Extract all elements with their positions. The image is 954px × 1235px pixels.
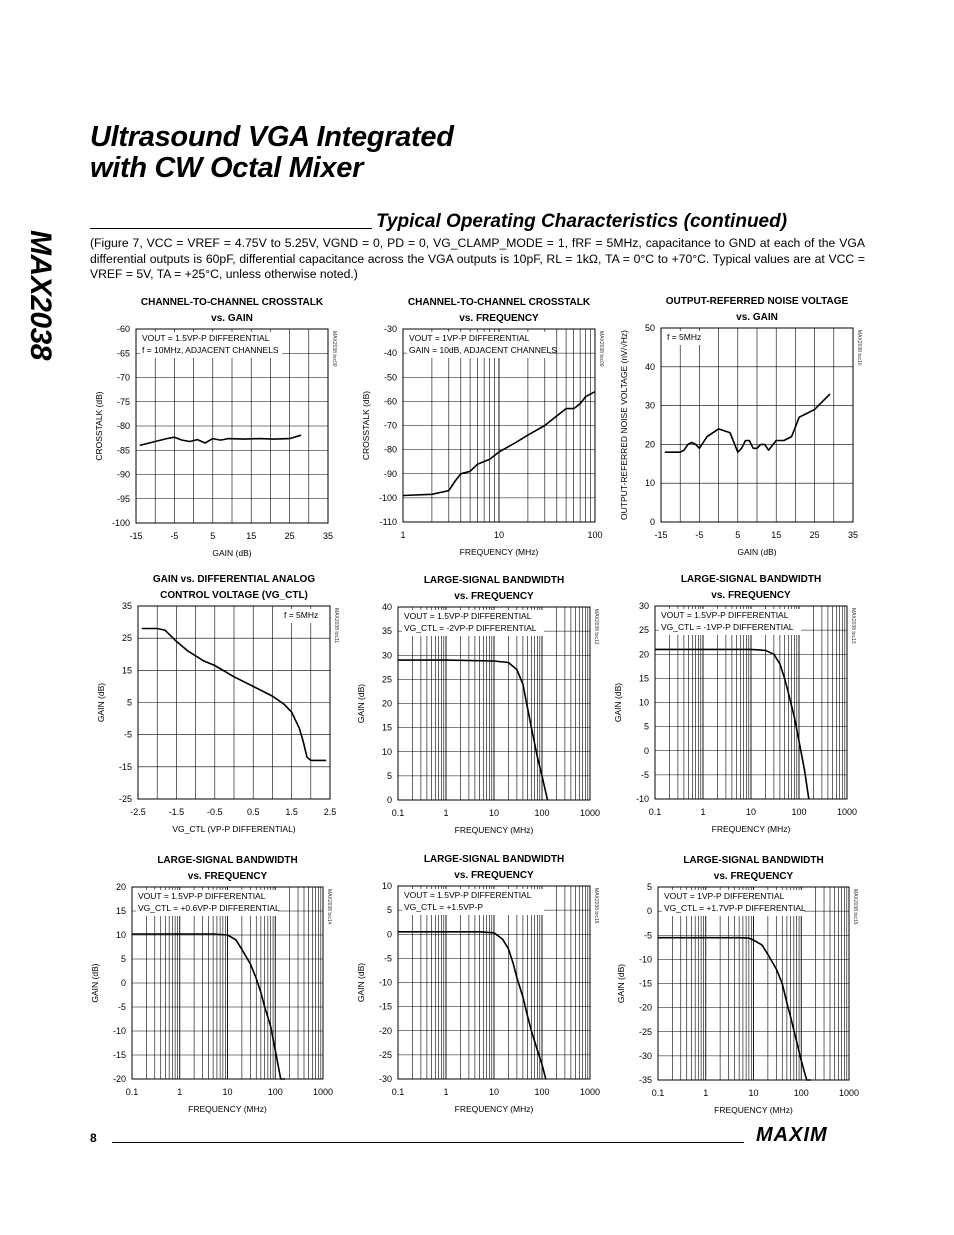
y-axis-label: GAIN (dB) xyxy=(96,682,106,723)
x-tick-label: 1000 xyxy=(312,1087,334,1097)
x-tick-label: 100 xyxy=(267,1087,283,1097)
figure-id: MAX2038 toc16 xyxy=(852,889,858,925)
x-axis-label: FREQUENCY (MHz) xyxy=(714,1105,793,1115)
x-tick-label: 10 xyxy=(488,1087,500,1097)
y-tick-label: 35 xyxy=(121,601,132,611)
y-tick-label: 10 xyxy=(115,930,126,940)
y-tick-label: -95 xyxy=(116,493,130,504)
y-tick-label: -15 xyxy=(638,978,652,989)
y-axis-label: GAIN (dB) xyxy=(356,962,366,1003)
x-tick-label: 1000 xyxy=(838,1088,860,1098)
x-tick-label: 0.5 xyxy=(246,807,260,817)
y-tick-label: 15 xyxy=(115,906,126,916)
x-tick-label: 1 xyxy=(443,808,449,818)
y-tick-label: 5 xyxy=(643,721,649,732)
series-line xyxy=(140,435,301,445)
x-tick-label: 1 xyxy=(703,1088,709,1098)
y-tick-label: -10 xyxy=(635,794,649,804)
x-axis-label: FREQUENCY (MHz) xyxy=(454,1104,534,1114)
chart-title-line: vs. FREQUENCY xyxy=(711,590,791,601)
chart-title-line: CHANNEL-TO-CHANNEL CROSSTALK xyxy=(140,297,324,308)
series-line xyxy=(665,394,830,452)
x-tick-label: 1000 xyxy=(836,807,858,817)
series-line xyxy=(398,660,548,800)
y-tick-label: 25 xyxy=(638,625,649,636)
y-tick-label: -35 xyxy=(638,1075,652,1085)
annotation-line: VG_CTL = +1.5VP-P xyxy=(404,902,484,912)
y-tick-label: -70 xyxy=(116,372,130,383)
y-tick-label: -50 xyxy=(383,372,397,383)
y-tick-label: 0 xyxy=(649,517,655,527)
chart-title-line: LARGE-SIGNAL BANDWIDTH xyxy=(157,855,298,866)
chart-title-line: vs. GAIN xyxy=(211,313,253,324)
x-tick-label: -2.5 xyxy=(130,807,146,817)
chart-title-line: CHANNEL-TO-CHANNEL CROSSTALK xyxy=(407,297,591,308)
part-number-vertical: MAX2038 xyxy=(24,230,57,360)
y-tick-label: -15 xyxy=(378,1001,392,1012)
x-tick-label: 1000 xyxy=(579,1087,601,1097)
y-tick-label: -100 xyxy=(378,492,397,503)
x-tick-label: 1 xyxy=(700,807,706,817)
annotation-line: f = 5MHz xyxy=(667,332,702,342)
y-tick-label: 5 xyxy=(120,954,126,964)
x-tick-label: 5 xyxy=(210,531,216,541)
x-tick-label: -15 xyxy=(654,530,668,540)
footer-rule xyxy=(112,1142,744,1143)
chart-title-line: vs. FREQUENCY xyxy=(454,591,534,602)
x-tick-label: 35 xyxy=(847,530,859,540)
y-tick-label: -10 xyxy=(112,1026,126,1036)
series-line xyxy=(398,932,546,1079)
annotation-line: VOUT = 1.5VP-P DIFFERENTIAL xyxy=(138,891,266,901)
chart-5 xyxy=(356,575,600,835)
annotation-line: VOUT = 1VP-P DIFFERENTIAL xyxy=(409,333,530,343)
x-axis-label: GAIN (dB) xyxy=(212,548,252,558)
chart-title-line: LARGE-SIGNAL BANDWIDTH xyxy=(423,854,565,865)
y-tick-label: -10 xyxy=(638,954,652,965)
x-tick-label: -15 xyxy=(129,531,143,541)
x-tick-label: 0.1 xyxy=(391,808,405,818)
y-tick-label: 5 xyxy=(386,905,392,916)
x-tick-label: 100 xyxy=(587,530,603,540)
annotation-line: VG_CTL = -2VP-P DIFFERENTIAL xyxy=(404,623,537,633)
y-tick-label: -110 xyxy=(379,517,397,527)
chart-8 xyxy=(356,854,600,1114)
x-tick-label: 1000 xyxy=(579,808,601,818)
y-tick-label: -5 xyxy=(123,729,132,740)
x-tick-label: 5 xyxy=(735,530,741,540)
x-axis-label: FREQUENCY (MHz) xyxy=(711,824,791,834)
y-tick-label: 20 xyxy=(644,439,655,450)
chart-title-line: LARGE-SIGNAL BANDWIDTH xyxy=(680,574,822,585)
annotation-line: GAIN = 10dB, ADJACENT CHANNELS xyxy=(409,345,557,355)
y-tick-label: 20 xyxy=(115,882,126,892)
y-tick-label: 40 xyxy=(644,361,655,372)
y-tick-label: 25 xyxy=(381,674,392,685)
test-conditions: (Figure 7, VCC = VREF = 4.75V to 5.25V, VGND = 0, PD = 0, VG_CLAMP_MODE = 1, fRF = 5MHz, capacitance to GND at each of the VGA differential outputs is 60pF, differential capacitance across the VGA outputs is 10pF, RL = 1kΩ, TA = 0°C to +70°C. Typical values are at VCC = VREF = 5V, TA = +25°C, unless otherwise noted.) xyxy=(90,236,865,281)
x-tick-label: 0.1 xyxy=(651,1088,665,1098)
y-tick-label: 40 xyxy=(381,602,392,612)
y-tick-label: -5 xyxy=(643,930,652,941)
figure-id: MAX2038 toc09 xyxy=(598,331,604,367)
chart-3 xyxy=(619,296,862,557)
y-tick-label: 0 xyxy=(386,795,392,805)
x-tick-label: 15 xyxy=(246,531,257,541)
annotation-line: VG_CTL = +0.6VP-P DIFFERENTIAL xyxy=(138,903,280,913)
annotation-line: VOUT = 1VP-P DIFFERENTIAL xyxy=(664,891,785,901)
chart-9 xyxy=(616,855,859,1115)
x-tick-label: 10 xyxy=(745,807,757,817)
x-tick-label: -5 xyxy=(695,530,704,540)
chart-title-line: OUTPUT-REFERRED NOISE VOLTAGE xyxy=(665,296,849,307)
y-tick-label: -90 xyxy=(383,468,397,479)
x-tick-label: 0.1 xyxy=(391,1087,405,1097)
chart-1 xyxy=(94,297,337,558)
x-tick-label: 1 xyxy=(400,530,406,540)
y-tick-label: -70 xyxy=(383,420,397,431)
x-tick-label: 15 xyxy=(771,530,782,540)
figure-id: MAX2038 toc14 xyxy=(326,889,332,925)
y-tick-label: -25 xyxy=(118,794,132,804)
title-line-1: Ultrasound VGA Integrated xyxy=(90,121,454,153)
y-axis-label: GAIN (dB) xyxy=(616,963,626,1004)
section-title: Typical Operating Characteristics (continued) xyxy=(376,211,788,232)
y-tick-label: -75 xyxy=(116,396,130,407)
y-axis-label: GAIN (dB) xyxy=(90,963,100,1003)
y-tick-label: -65 xyxy=(116,348,130,359)
x-tick-label: 10 xyxy=(222,1087,233,1097)
y-tick-label: 0 xyxy=(643,745,649,756)
page-number: 8 xyxy=(90,1131,97,1145)
y-tick-label: 20 xyxy=(638,649,649,660)
x-tick-label: 1.5 xyxy=(285,807,298,817)
y-tick-label: -20 xyxy=(378,1025,392,1036)
chart-title-line: LARGE-SIGNAL BANDWIDTH xyxy=(423,575,565,586)
x-tick-label: 35 xyxy=(322,531,334,541)
x-axis-label: VG_CTL (VP-P DIFFERENTIAL) xyxy=(172,824,296,834)
x-tick-label: 2.5 xyxy=(323,807,337,817)
x-tick-label: 10 xyxy=(748,1088,759,1098)
x-tick-label: 100 xyxy=(534,1087,550,1097)
y-tick-label: -10 xyxy=(378,977,392,988)
annotation-line: VOUT = 1.5VP-P DIFFERENTIAL xyxy=(142,333,270,343)
y-axis-label: CROSSTALK (dB) xyxy=(361,390,371,461)
y-tick-label: 10 xyxy=(381,881,392,891)
y-axis-label: GAIN (dB) xyxy=(356,683,366,724)
x-tick-label: 100 xyxy=(534,808,550,818)
y-tick-label: 50 xyxy=(644,323,655,333)
y-axis-label: GAIN (dB) xyxy=(613,682,623,723)
y-tick-label: -60 xyxy=(383,396,397,407)
figure-id: MAX2038 toc10 xyxy=(856,330,862,366)
annotation-line: VOUT = 1.5VP-P DIFFERENTIAL xyxy=(661,610,789,620)
y-tick-label: -100 xyxy=(111,518,130,528)
y-tick-label: -5 xyxy=(383,953,392,964)
y-tick-label: 15 xyxy=(121,665,132,676)
y-tick-label: -90 xyxy=(116,469,130,480)
x-tick-label: 10 xyxy=(493,530,505,540)
y-tick-label: -30 xyxy=(638,1050,652,1061)
x-tick-label: 1 xyxy=(177,1087,183,1097)
y-tick-label: -5 xyxy=(640,769,649,780)
y-tick-label: 30 xyxy=(644,400,655,411)
y-tick-label: -25 xyxy=(638,1026,652,1037)
x-tick-label: 10 xyxy=(488,808,500,818)
chart-7 xyxy=(90,855,333,1114)
annotation-line: VG_CTL = +1.7VP-P DIFFERENTIAL xyxy=(664,903,806,913)
y-tick-label: 0 xyxy=(646,906,652,917)
y-tick-label: 5 xyxy=(126,697,132,708)
y-tick-label: 10 xyxy=(381,746,392,757)
y-tick-label: 10 xyxy=(644,478,655,489)
x-axis-label: FREQUENCY (MHz) xyxy=(459,547,539,557)
chart-4 xyxy=(96,574,339,834)
y-tick-label: -60 xyxy=(116,324,130,334)
chart-2 xyxy=(361,297,604,557)
y-tick-label: -40 xyxy=(383,348,397,359)
annotation-line: VOUT = 1.5VP-P DIFFERENTIAL xyxy=(404,611,532,621)
y-tick-label: 30 xyxy=(381,650,392,661)
chart-title-line: vs. FREQUENCY xyxy=(187,871,268,882)
chart-title-line: vs. FREQUENCY xyxy=(454,870,534,881)
y-tick-label: -80 xyxy=(383,444,397,455)
y-tick-label: 0 xyxy=(120,978,126,988)
title-line-2: with CW Octal Mixer xyxy=(90,152,364,184)
y-tick-label: 5 xyxy=(646,882,652,892)
figure-id: MAX2038 toc11 xyxy=(333,608,339,644)
chart-title-line: vs. FREQUENCY xyxy=(713,871,794,882)
x-tick-label: -0.5 xyxy=(207,807,223,817)
x-tick-label: 100 xyxy=(793,1088,809,1098)
y-tick-label: 20 xyxy=(381,698,392,709)
figure-id: MAX2038 toc12 xyxy=(593,609,599,645)
y-tick-label: -15 xyxy=(112,1050,126,1060)
y-tick-label: -25 xyxy=(378,1049,392,1060)
chart-title-line: vs. GAIN xyxy=(736,312,778,323)
y-tick-label: -15 xyxy=(118,761,132,772)
y-tick-label: -20 xyxy=(112,1074,126,1084)
y-tick-label: 10 xyxy=(638,697,649,708)
x-tick-label: 1 xyxy=(443,1087,449,1097)
maxim-logo: MAXIM xyxy=(756,1124,828,1146)
annotation-line: VOUT = 1.5VP-P DIFFERENTIAL xyxy=(404,890,532,900)
figure-id: MAX2038 toc09 xyxy=(331,331,337,367)
x-tick-label: 0.1 xyxy=(125,1087,139,1097)
y-tick-label: -30 xyxy=(378,1074,392,1084)
x-tick-label: -1.5 xyxy=(168,807,185,817)
y-tick-label: 35 xyxy=(381,626,392,637)
x-tick-label: 25 xyxy=(284,531,295,541)
x-axis-label: FREQUENCY (MHz) xyxy=(454,825,534,835)
y-axis-label: OUTPUT-REFERRED NOISE VOLTAGE (nV/√Hz) xyxy=(619,330,629,520)
x-axis-label: GAIN (dB) xyxy=(737,547,777,557)
y-tick-label: 30 xyxy=(638,601,649,611)
chart-title-line: LARGE-SIGNAL BANDWIDTH xyxy=(683,855,824,866)
y-tick-label: 0 xyxy=(386,929,392,940)
y-tick-label: -20 xyxy=(638,1002,652,1013)
x-tick-label: 25 xyxy=(809,530,820,540)
y-tick-label: -80 xyxy=(116,421,130,431)
chart-title-line: GAIN vs. DIFFERENTIAL ANALOG xyxy=(152,574,316,585)
y-tick-label: 5 xyxy=(386,770,392,781)
annotation-line: f = 10MHz, ADJACENT CHANNELS xyxy=(142,345,279,355)
figure-id: MAX2038 toc13 xyxy=(850,608,856,644)
figure-id: MAX2038 toc15 xyxy=(593,888,599,924)
annotation-line: VG_CTL = -1VP-P DIFFERENTIAL xyxy=(661,622,794,632)
x-tick-label: -5 xyxy=(170,531,179,541)
y-tick-label: 25 xyxy=(121,633,132,644)
y-axis-label: CROSSTALK (dB) xyxy=(94,391,104,461)
chart-title-line: vs. FREQUENCY xyxy=(459,313,539,324)
annotation-line: f = 5MHz xyxy=(284,610,319,620)
chart-6 xyxy=(613,574,857,834)
y-tick-label: -5 xyxy=(117,1002,126,1012)
y-tick-label: -30 xyxy=(383,324,397,334)
x-axis-label: FREQUENCY (MHz) xyxy=(188,1104,267,1114)
y-tick-label: 15 xyxy=(638,673,649,684)
x-tick-label: 0.1 xyxy=(648,807,662,817)
y-tick-label: -85 xyxy=(116,445,130,456)
x-tick-label: 100 xyxy=(791,807,807,817)
y-tick-label: 15 xyxy=(381,722,392,733)
chart-title-line: CONTROL VOLTAGE (VG_CTL) xyxy=(160,590,308,601)
